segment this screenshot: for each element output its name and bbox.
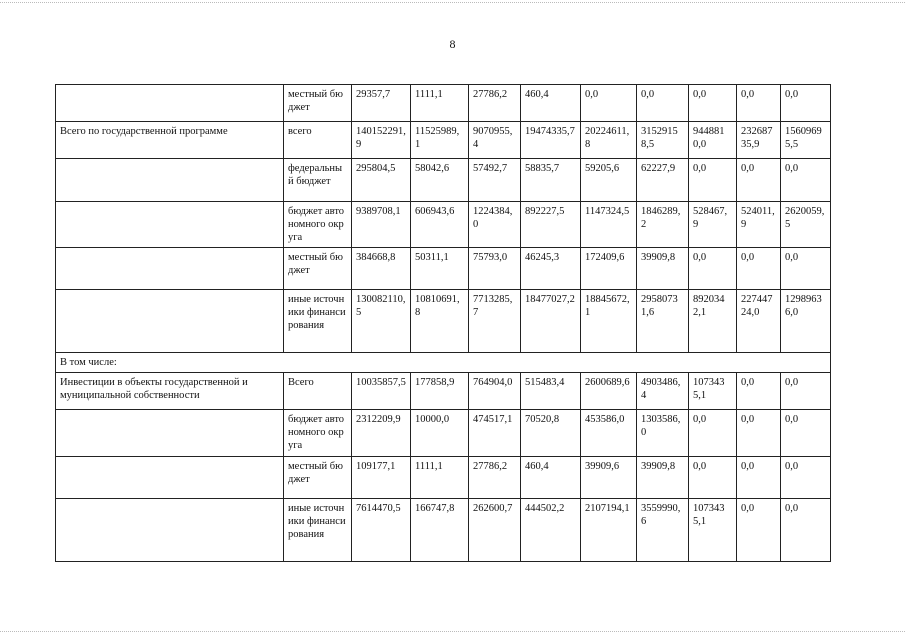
program-cell: Всего по государственной программе <box>56 122 284 159</box>
value-cell: 22744724,0 <box>737 290 781 353</box>
value-cell: 1846289,2 <box>637 202 689 248</box>
value-cell: 8920342,1 <box>689 290 737 353</box>
value-cell: 172409,6 <box>581 248 637 290</box>
program-cell <box>56 499 284 562</box>
value-cell: 0,0 <box>689 457 737 499</box>
value-cell: 0,0 <box>781 373 831 410</box>
value-cell: 0,0 <box>737 373 781 410</box>
table-row <box>56 290 831 353</box>
value-cell: 18477027,2 <box>521 290 581 353</box>
table-row <box>56 373 831 410</box>
value-cell: 57492,7 <box>469 159 521 202</box>
source-cell: местный бюджет <box>284 457 352 499</box>
value-cell: 109177,1 <box>352 457 411 499</box>
value-cell: 460,4 <box>521 457 581 499</box>
value-cell: 453586,0 <box>581 410 637 457</box>
value-cell: 9070955,4 <box>469 122 521 159</box>
program-cell <box>56 457 284 499</box>
value-cell: 2620059,5 <box>781 202 831 248</box>
scan-edge-bottom <box>0 631 905 633</box>
program-cell: Инвестиции в объекты государственной и муниципальной собственности <box>56 373 284 410</box>
source-cell: бюджет автономного округа <box>284 410 352 457</box>
value-cell: 29357,7 <box>352 85 411 122</box>
value-cell: 27786,2 <box>469 85 521 122</box>
value-cell: 0,0 <box>737 499 781 562</box>
value-cell: 1111,1 <box>411 85 469 122</box>
value-cell: 140152291,9 <box>352 122 411 159</box>
value-cell: 2312209,9 <box>352 410 411 457</box>
value-cell: 515483,4 <box>521 373 581 410</box>
value-cell: 15609695,5 <box>781 122 831 159</box>
budget-table <box>55 84 831 562</box>
value-cell: 11525989,1 <box>411 122 469 159</box>
table-row <box>56 122 831 159</box>
value-cell: 606943,6 <box>411 202 469 248</box>
program-total-rows <box>56 85 831 353</box>
source-cell: иные источники финансирования <box>284 499 352 562</box>
value-cell: 31529158,5 <box>637 122 689 159</box>
value-cell: 0,0 <box>737 248 781 290</box>
value-cell: 166747,8 <box>411 499 469 562</box>
program-cell <box>56 202 284 248</box>
value-cell: 0,0 <box>737 457 781 499</box>
value-cell: 764904,0 <box>469 373 521 410</box>
value-cell: 9389708,1 <box>352 202 411 248</box>
program-cell <box>56 290 284 353</box>
value-cell: 58835,7 <box>521 159 581 202</box>
value-cell: 0,0 <box>689 159 737 202</box>
value-cell: 39909,6 <box>581 457 637 499</box>
table-row <box>56 202 831 248</box>
source-cell: местный бюджет <box>284 248 352 290</box>
value-cell: 23268735,9 <box>737 122 781 159</box>
value-cell: 20224611,8 <box>581 122 637 159</box>
value-cell: 0,0 <box>689 248 737 290</box>
value-cell: 474517,1 <box>469 410 521 457</box>
value-cell: 0,0 <box>781 499 831 562</box>
value-cell: 460,4 <box>521 85 581 122</box>
value-cell: 39909,8 <box>637 248 689 290</box>
value-cell: 0,0 <box>737 410 781 457</box>
value-cell: 58042,6 <box>411 159 469 202</box>
value-cell: 1111,1 <box>411 457 469 499</box>
value-cell: 4903486,4 <box>637 373 689 410</box>
value-cell: 9448810,0 <box>689 122 737 159</box>
program-cell <box>56 248 284 290</box>
section-label: В том числе: <box>56 353 831 373</box>
value-cell: 444502,2 <box>521 499 581 562</box>
value-cell: 0,0 <box>781 410 831 457</box>
value-cell: 0,0 <box>781 248 831 290</box>
value-cell: 528467,9 <box>689 202 737 248</box>
source-cell: местный бюджет <box>284 85 352 122</box>
program-cell <box>56 410 284 457</box>
value-cell: 0,0 <box>781 159 831 202</box>
program-cell <box>56 159 284 202</box>
value-cell: 130082110,5 <box>352 290 411 353</box>
value-cell: 7713285,7 <box>469 290 521 353</box>
value-cell: 19474335,7 <box>521 122 581 159</box>
value-cell: 0,0 <box>781 85 831 122</box>
scan-edge-top <box>0 2 905 4</box>
value-cell: 27786,2 <box>469 457 521 499</box>
source-cell: иные источники финансирования <box>284 290 352 353</box>
value-cell: 0,0 <box>689 85 737 122</box>
value-cell: 29580731,6 <box>637 290 689 353</box>
value-cell: 3559990,6 <box>637 499 689 562</box>
table-row <box>56 248 831 290</box>
value-cell: 2600689,6 <box>581 373 637 410</box>
value-cell: 12989636,0 <box>781 290 831 353</box>
value-cell: 75793,0 <box>469 248 521 290</box>
value-cell: 0,0 <box>781 457 831 499</box>
table-row <box>56 85 831 122</box>
value-cell: 524011,9 <box>737 202 781 248</box>
value-cell: 10810691,8 <box>411 290 469 353</box>
table-row <box>56 499 831 562</box>
investment-rows <box>56 373 831 562</box>
value-cell: 1147324,5 <box>581 202 637 248</box>
source-cell: федеральный бюджет <box>284 159 352 202</box>
value-cell: 2107194,1 <box>581 499 637 562</box>
value-cell: 18845672,1 <box>581 290 637 353</box>
value-cell: 0,0 <box>581 85 637 122</box>
value-cell: 7614470,5 <box>352 499 411 562</box>
value-cell: 0,0 <box>737 85 781 122</box>
table-row <box>56 410 831 457</box>
value-cell: 1073435,1 <box>689 373 737 410</box>
source-cell: Всего <box>284 373 352 410</box>
value-cell: 892227,5 <box>521 202 581 248</box>
table-row <box>56 457 831 499</box>
value-cell: 46245,3 <box>521 248 581 290</box>
value-cell: 177858,9 <box>411 373 469 410</box>
value-cell: 0,0 <box>637 85 689 122</box>
value-cell: 0,0 <box>689 410 737 457</box>
value-cell: 59205,6 <box>581 159 637 202</box>
table-row <box>56 159 831 202</box>
value-cell: 10035857,5 <box>352 373 411 410</box>
program-cell <box>56 85 284 122</box>
value-cell: 39909,8 <box>637 457 689 499</box>
source-cell: бюджет автономного округа <box>284 202 352 248</box>
section-row <box>56 353 831 373</box>
value-cell: 1303586,0 <box>637 410 689 457</box>
page-number: 8 <box>449 37 456 51</box>
value-cell: 10000,0 <box>411 410 469 457</box>
value-cell: 0,0 <box>737 159 781 202</box>
source-cell: всего <box>284 122 352 159</box>
value-cell: 50311,1 <box>411 248 469 290</box>
value-cell: 1073435,1 <box>689 499 737 562</box>
value-cell: 62227,9 <box>637 159 689 202</box>
value-cell: 384668,8 <box>352 248 411 290</box>
value-cell: 295804,5 <box>352 159 411 202</box>
value-cell: 262600,7 <box>469 499 521 562</box>
value-cell: 1224384,0 <box>469 202 521 248</box>
value-cell: 70520,8 <box>521 410 581 457</box>
